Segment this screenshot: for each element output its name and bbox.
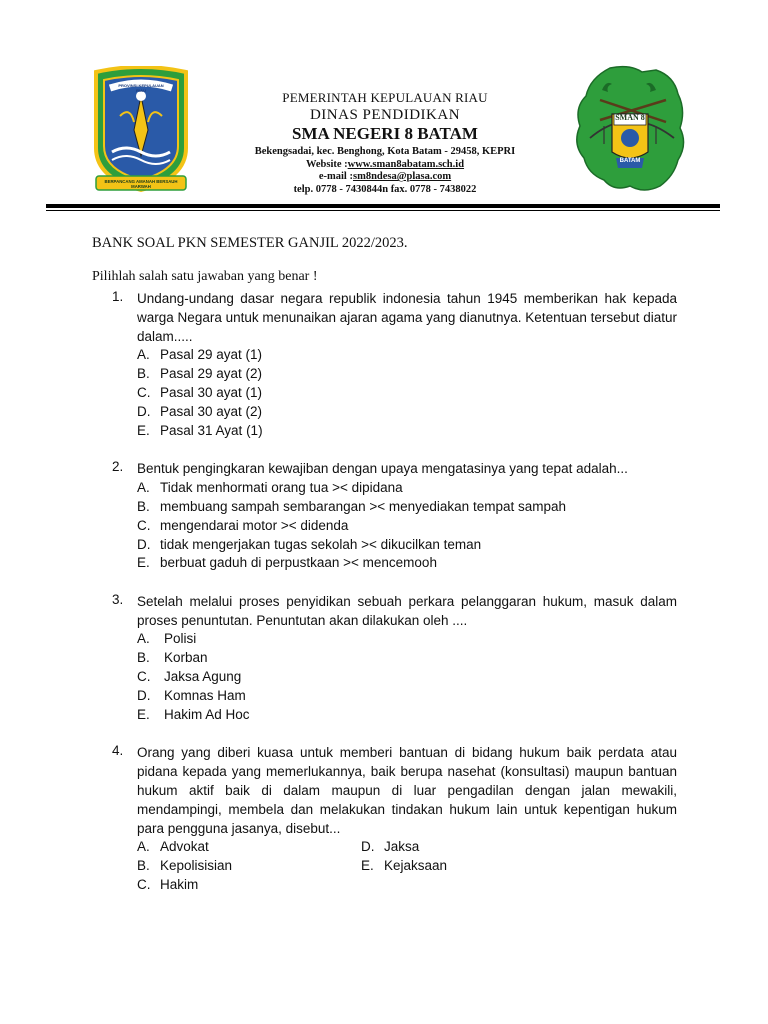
question-text: Orang yang diberi kuasa untuk memberi bantuan di bidang hukum baik perdata atau pidana kepada yang memerlukannya, baik berupa nasehat (konsultasi) maupun bantuan hukum aktif baik di dalam maupun di luar pengadilan dengan jalan mewakili, mendampingi, membela dan melakukan tindakan hukum lain untuk kepentigan hukum para pengguna jasanya, disebut...: [137, 745, 677, 836]
question-text: Bentuk pengingkaran kewajiban dengan upaya mengatasinya yang tepat adalah...: [137, 461, 628, 476]
option-c[interactable]: C. Jaksa Agung: [137, 669, 242, 684]
website-line: [220, 159, 550, 172]
phone-line: telp. 0778 - 7430844n fax. 0778 - 7438022: [293, 183, 477, 195]
option-c[interactable]: C. Hakim: [137, 877, 199, 892]
school-logo-label: SMAN 8: [615, 113, 645, 122]
option-a[interactable]: A. Tidak menhormati orang tua >< dipidana: [137, 480, 403, 495]
question-number: 4.: [112, 743, 124, 758]
option-c[interactable]: C. Pasal 30 ayat (1): [137, 385, 263, 400]
option-d[interactable]: D. tidak mengerjakan tugas sekolah >< dikucilkan teman: [137, 537, 482, 552]
option-b[interactable]: B. Pasal 29 ayat (2): [137, 366, 263, 381]
option-a[interactable]: A. Pasal 29 ayat (1): [137, 347, 263, 362]
header-rule-thick: [46, 204, 720, 208]
option-e[interactable]: E. Hakim Ad Hoc: [137, 707, 250, 722]
option-b[interactable]: B. Kepolisisian: [137, 858, 233, 873]
doc-title: BANK SOAL PKN SEMESTER GANJIL 2022/2023.: [92, 235, 408, 251]
option-e[interactable]: E. Pasal 31 Ayat (1): [137, 423, 263, 438]
gov-line: PEMERINTAH KEPULAUAN RIAU: [282, 90, 488, 105]
option-a[interactable]: A. Advokat: [137, 839, 209, 854]
option-a[interactable]: A. Polisi: [137, 631, 197, 646]
email-label: e-mail :: [318, 171, 353, 183]
email-link[interactable]: sm8ndesa@plasa.com: [352, 171, 452, 183]
question-text: Setelah melalui proses penyidikan sebuah perkara pelanggaran hukum, masuk dalam proses penuntutan. Penuntutan akan dilakukan oleh ....: [137, 594, 677, 628]
option-b[interactable]: B. Korban: [137, 650, 208, 665]
option-e[interactable]: E. Kejaksaan: [361, 858, 448, 873]
option-e[interactable]: E. berbuat gaduh di perpustkaan >< mencemooh: [137, 555, 437, 570]
letterhead: [220, 90, 550, 196]
crest-ring-text: PROVINSI KEPULAUAN RIAU: [118, 83, 164, 93]
question-number: 3.: [112, 592, 124, 607]
instruction: Pilihlah salah satu jawaban yang benar !: [92, 269, 318, 284]
school-logo-sub: BATAM: [619, 158, 641, 164]
option-b[interactable]: B. membuang sampah sembarangan >< menyediakan tempat sampah: [137, 499, 566, 514]
website-label: Website :: [305, 158, 348, 170]
address-line: Bekengsadai, kec. Benghong, Kota Batam - 29458, KEPRI: [254, 145, 516, 157]
option-c[interactable]: C. mengendarai motor >< didenda: [137, 518, 349, 533]
question-number: 1.: [112, 289, 124, 304]
option-d[interactable]: D. Komnas Ham: [137, 688, 246, 703]
option-d[interactable]: D. Pasal 30 ayat (2): [137, 404, 263, 419]
header-rule-thin: [46, 210, 720, 211]
school-logo: [570, 64, 690, 196]
province-crest-logo: [90, 66, 192, 196]
school-name: SMA NEGERI 8 BATAM: [292, 123, 478, 143]
website-link[interactable]: www.sman8abatam.sch.id: [347, 158, 465, 170]
option-d[interactable]: D. Jaksa: [361, 839, 420, 854]
dept-line: DINAS PENDIDIKAN: [309, 106, 461, 123]
question-text: Undang-undang dasar negara republik indonesia tahun 1945 memberikan hak kepada warga Negara untuk menunaikan ajaran agama yang dianutnya. Ketentuan tersebut diatur dalam.....: [137, 291, 677, 344]
crest-motto-text: BERPANCANG AMANAH BERSAUH MARWAH: [104, 179, 178, 189]
email-line: [220, 171, 550, 184]
question-number: 2.: [112, 459, 124, 474]
